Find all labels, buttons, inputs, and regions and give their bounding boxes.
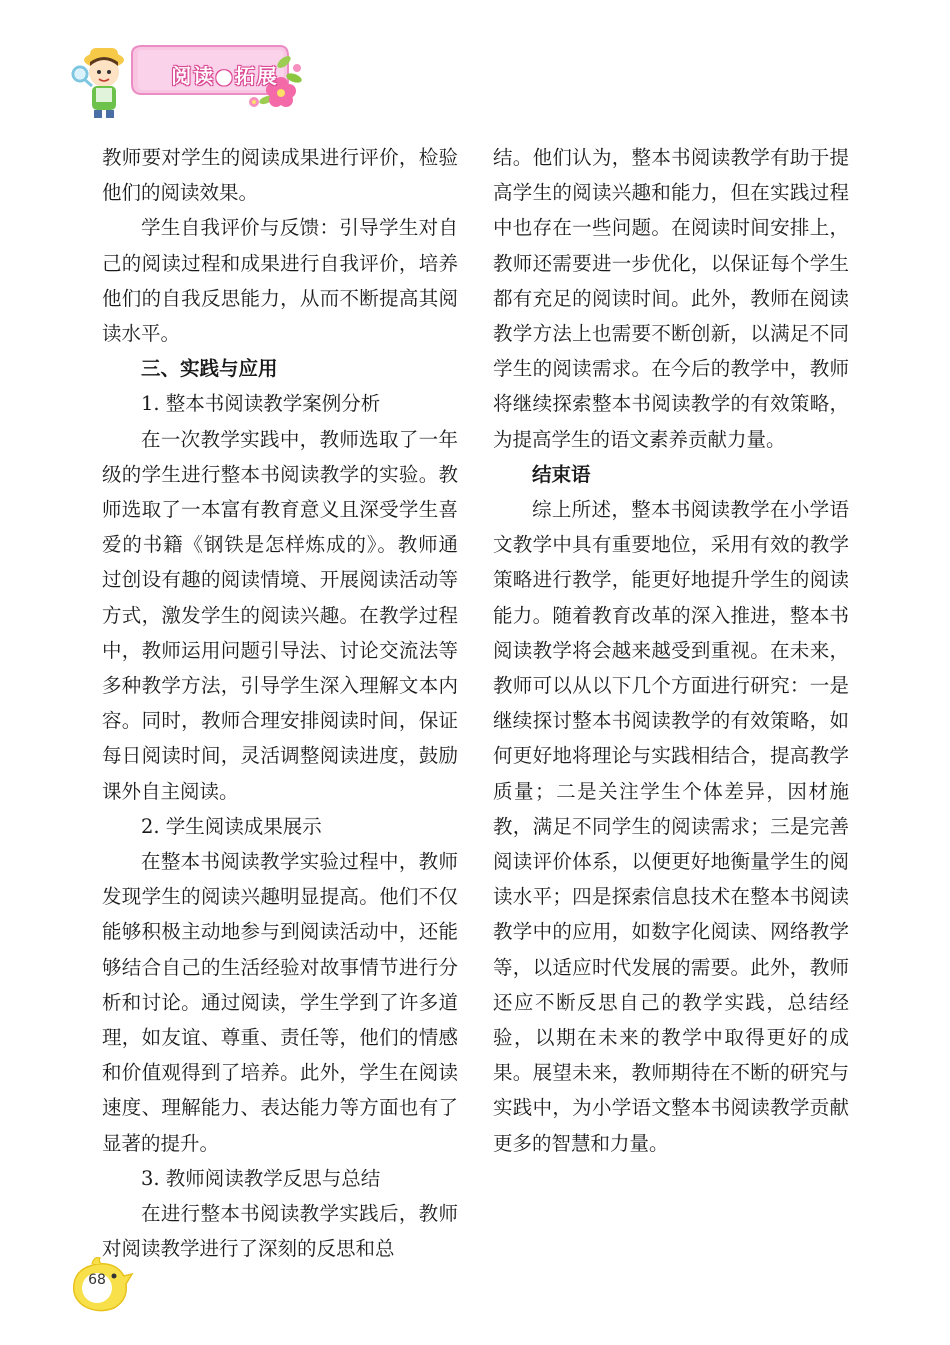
section-title: 阅读●拓展 <box>171 64 279 88</box>
section-heading: 三、实践与应用 <box>141 357 278 381</box>
section-heading: 结束语 <box>532 462 591 486</box>
paragraph: 在进行整本书阅读教学实践后，教师对阅读教学进行了深刻的反思和总 <box>102 1202 458 1261</box>
left-column <box>102 140 458 1267</box>
paragraph: 在整本书阅读教学实验过程中，教师发现学生的阅读兴趣明显提高。他们不仅能够积极主动地参与到阅读活动中，还能够结合自己的生活经验对故事情节进行分析和讨论。通过阅读，学生学到了许多道理，如友谊、尊重、责任等，他们的情感和价值观得到了培养。此外，学生在阅读速度、理解能力、表达能力等方面也有了显著的提升。 <box>102 850 458 1155</box>
paragraph: 教师要对学生的阅读成果进行评价，检验他们的阅读效果。 <box>102 146 458 205</box>
page-number: 68 <box>88 1272 106 1288</box>
paragraph: 学生自我评价与反馈：引导学生对自己的阅读过程和成果进行自我评价，培养他们的自我反思能力，从而不断提高其阅读水平。 <box>102 216 458 346</box>
page-number-badge <box>68 1256 134 1316</box>
subheading: 1. 整本书阅读教学案例分析 <box>141 392 381 416</box>
right-column <box>493 140 849 1161</box>
subheading: 3. 教师阅读教学反思与总结 <box>141 1166 381 1190</box>
paragraph: 综上所述，整本书阅读教学在小学语文教学中具有重要地位，采用有效的教学策略进行教学，能更好地提升学生的阅读能力。随着教育改革的深入推进，整本书阅读教学将会越来越受到重视。在未来，教师可以从以下几个方面进行研究：一是继续探讨整本书阅读教学的有效策略，如何更好地将理论与实践相结合，提高教学质量；二是关注学生个体差异，因材施教，满足不同学生的阅读需求；三是完善阅读评价体系，以便更好地衡量学生的阅读水平；四是探索信息技术在整本书阅读教学中的应用，如数字化阅读、网络教学等，以适应时代发展的需要。此外，教师还应不断反思自己的教学实践，总结经验，以期在未来的教学中取得更好的成果。展望未来，教师期待在不断的研究与实践中，为小学语文整本书阅读教学贡献更多的智慧和力量。 <box>493 498 849 1155</box>
magnifier-icon <box>73 67 92 86</box>
subheading: 2. 学生阅读成果展示 <box>141 814 322 838</box>
section-header <box>68 40 308 120</box>
paragraph: 结。他们认为，整本书阅读教学有助于提高学生的阅读兴趣和能力，但在实践过程中也存在一些问题。在阅读时间安排上，教师还需要进一步优化，以保证每个学生都有充足的阅读时间。此外，教师在阅读教学方法上也需要不断创新，以满足不同学生的阅读需求。在今后的教学中，教师将继续探索整本书阅读教学的有效策略，为提高学生的语文素养贡献力量。 <box>493 146 849 451</box>
paragraph: 在一次教学实践中，教师选取了一年级的学生进行整本书阅读教学的实验。教师选取了一本富有教育意义且深受学生喜爱的书籍《钢铁是怎样炼成的》。教师通过创设有趣的阅读情境、开展阅读活动等方式，激发学生的阅读兴趣。在教学过程中，教师运用问题引导法、讨论交流法等多种教学方法，引导学生深入理解文本内容。同时，教师合理安排阅读时间，保证每日阅读时间，灵活调整阅读进度，鼓励课外自主阅读。 <box>102 427 458 803</box>
